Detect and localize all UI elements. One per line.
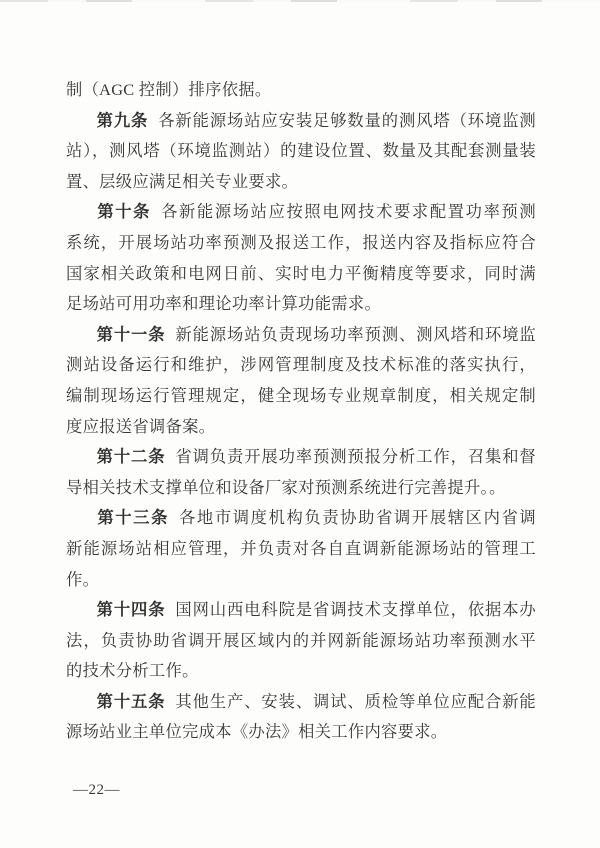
body-line-text: 各新能源场站应按照电网技术要求配置功率预测 [161, 202, 536, 222]
article-number: 第十三条 [96, 508, 169, 528]
body-line: 作。 [66, 569, 100, 589]
body-line [66, 106, 536, 137]
document-body [66, 75, 536, 748]
body-line [66, 503, 536, 534]
body-line: 的技术分析工作。 [66, 661, 199, 681]
body-line-text: 其他生产、安装、调试、质检等单位应配合新能 [175, 691, 536, 711]
body-line: 制（AGC 控制）排序依据。 [66, 80, 272, 99]
body-line: 国家相关政策和电网日前、实时电力平衡精度等要求，同时满 [66, 263, 536, 283]
article-number: 第十二条 [96, 447, 166, 467]
body-line: 足场站可用功率和理论功率计算功能需求。 [66, 294, 382, 314]
body-line: 度应报送省调备案。 [66, 416, 216, 436]
body-line-text: 各新能源场站应安装足够数量的测风塔（环境监测 [158, 110, 536, 130]
body-line: 新能源场站相应管理，并负责对各自直调新能源场站的管理工 [66, 538, 536, 558]
body-line: 导相关技术支撑单位和设备厂家对预测系统进行完善提升。。 [66, 477, 506, 497]
article-number: 第十一条 [96, 324, 166, 344]
body-line: 源场站业主单位完成本《办法》相关工作内容要求。 [66, 722, 448, 742]
body-line: 站），测风塔（环境监测站）的建设位置、数量及其配套测量装 [66, 141, 536, 161]
article-number: 第十四条 [96, 600, 166, 620]
body-line [66, 687, 536, 718]
body-line [66, 595, 536, 626]
scan-artifact-top-edge [0, 0, 600, 2]
body-line-text: 新能源场站负责现场功率预测、测风塔和环境监 [175, 324, 536, 344]
body-line-text: 国网山西电科院是省调技术支撑单位，依据本办 [175, 600, 536, 620]
body-line [66, 320, 536, 351]
article-number: 第十五条 [96, 691, 166, 711]
body-line [66, 197, 536, 228]
body-line-text: 各地市调度机构负责协助省调开展辖区内省调 [179, 508, 536, 528]
article-number: 第九条 [96, 110, 149, 130]
body-line-text: 省调负责开展功率预测预报分析工作，召集和督 [175, 447, 536, 467]
body-line: 测站设备运行和维护，涉网管理制度及技术标准的落实执行， [66, 355, 536, 375]
body-line: 置、层级应满足相关专业要求。 [66, 171, 299, 191]
page-number: —22— [73, 782, 120, 798]
body-line: 法，负责协助省调开展区域内的并网新能源场站功率预测水平 [66, 630, 536, 650]
body-line: 编制现场运行管理规定，健全现场专业规章制度，相关规定制 [66, 385, 536, 405]
body-line [66, 442, 536, 473]
body-line: 系统，开展场站功率预测及报送工作，报送内容及指标应符合 [66, 232, 536, 252]
article-number: 第十条 [96, 202, 152, 222]
